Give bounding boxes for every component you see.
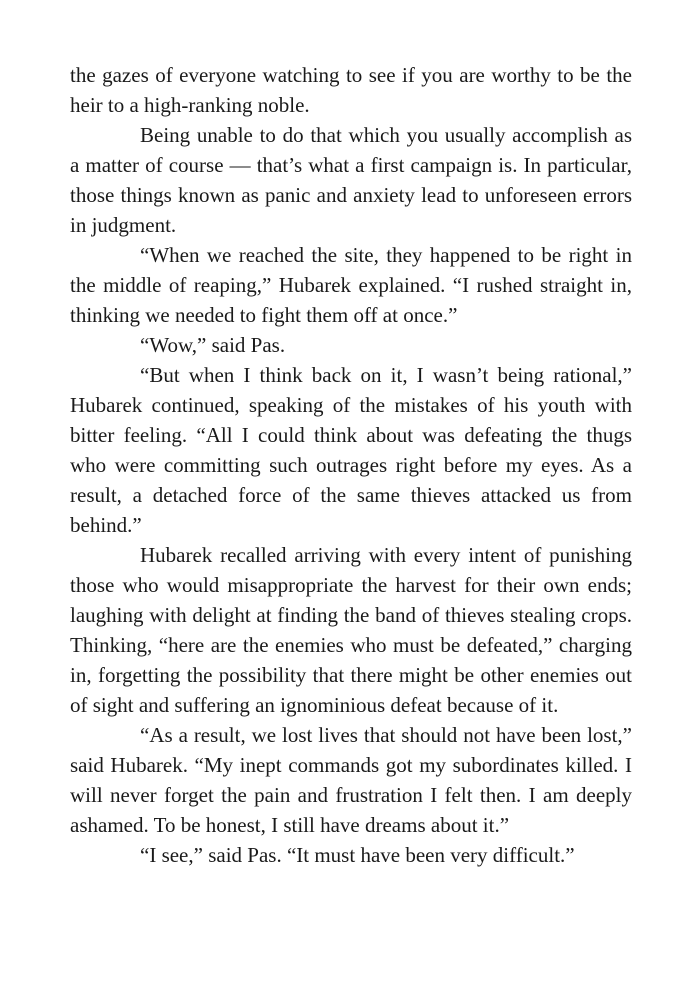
book-page-text — [70, 60, 632, 870]
paragraph-7: “As a result, we lost lives that should not have been lost,” said Hubarek. “My inept commands got my subordinates killed. I will never forget the pain and frustration I felt then. I am deeply ashamed. To be honest, I still have dreams about it.” — [70, 723, 632, 837]
paragraph-3: “When we reached the site, they happened to be right in the middle of reaping,” Hubarek explained. “I rushed straight in, thinking we needed to fight them off at once.” — [70, 243, 632, 327]
paragraph-4: “Wow,” said Pas. — [140, 333, 286, 357]
paragraph-8: “I see,” said Pas. “It must have been very difficult.” — [140, 843, 575, 867]
paragraph-1: the gazes of everyone watching to see if you are worthy to be the heir to a high-ranking noble. — [70, 63, 632, 117]
paragraph-6: Hubarek recalled arriving with every intent of punishing those who would misappropriate the harvest for their own ends; laughing with delight at finding the band of thieves stealing crops. Thinking, “here are the enemies who must be defeated,” charging in, forgetting the possibility that there might be other enemies out of sight and suffering an ignominious defeat because of it. — [70, 543, 632, 717]
paragraph-2: Being unable to do that which you usually accomplish as a matter of course — that’s what a first campaign is. In particular, those things known as panic and anxiety lead to unforeseen errors in judgment. — [70, 123, 632, 237]
paragraph-5: “But when I think back on it, I wasn’t being rational,” Hubarek continued, speaking of the mistakes of his youth with bitter feeling. “All I could think about was defeating the thugs who were committing such outrages right before my eyes. As a result, a detached force of the same thieves attacked us from behind.” — [70, 363, 632, 537]
